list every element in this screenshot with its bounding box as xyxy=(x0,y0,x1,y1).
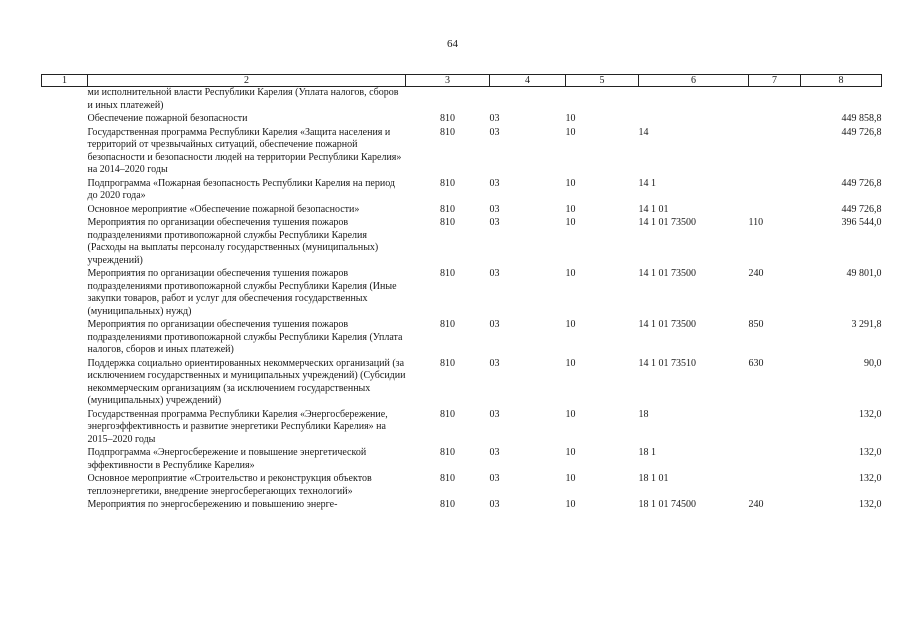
column-header-7: 7 xyxy=(749,75,801,87)
cell-col-3: 810 xyxy=(440,319,455,330)
cell-col-1 xyxy=(42,268,88,319)
cell-col-3: 810 xyxy=(440,473,455,484)
cell-name: Подпрограмма «Пожарная безопасность Республики Карелия на период до 2020 года» xyxy=(87,177,396,201)
cell-col-3: 810 xyxy=(440,357,455,369)
cell-col-4: 03 xyxy=(489,319,500,330)
cell-col-8: 132,0 xyxy=(859,473,882,484)
cell-name: Основное мероприятие «Строительство и реконструкция объектов теплоэнергетики, внедрение энергосберегающих технологий» xyxy=(87,473,372,497)
cell-col-8: 3 291,8 xyxy=(851,319,882,330)
cell-col-7: 240 xyxy=(748,268,764,279)
cell-col-6: 14 1 01 73510 xyxy=(638,357,696,369)
page-number: 64 xyxy=(447,38,458,50)
cell-col-4: 03 xyxy=(489,447,500,458)
cell-col-7 xyxy=(749,178,801,204)
table-row xyxy=(42,127,882,178)
table-row xyxy=(42,447,882,473)
cell-col-7 xyxy=(749,447,801,473)
cell-col-1 xyxy=(42,113,88,127)
cell-col-6: 14 xyxy=(638,126,649,138)
cell-col-4: 03 xyxy=(489,499,500,510)
cell-col-5: 10 xyxy=(565,357,576,369)
cell-col-8: 449 726,8 xyxy=(841,177,882,189)
cell-col-3: 810 xyxy=(440,499,455,510)
cell-col-3 xyxy=(406,87,490,114)
column-header-3: 3 xyxy=(406,75,490,87)
cell-col-1 xyxy=(42,358,88,409)
cell-col-5: 10 xyxy=(565,217,576,228)
table-row xyxy=(42,409,882,448)
cell-name: Подпрограмма «Энергосбережение и повышение энергетической эффективности в Республике Карелия» xyxy=(87,447,367,471)
cell-col-5: 10 xyxy=(565,473,576,484)
cell-col-4: 03 xyxy=(489,473,500,484)
cell-col-1 xyxy=(42,319,88,358)
cell-col-4: 03 xyxy=(489,203,500,215)
column-header-4: 4 xyxy=(490,75,566,87)
column-header-8: 8 xyxy=(801,75,882,87)
cell-col-4: 03 xyxy=(489,268,500,279)
table-row xyxy=(42,499,882,513)
cell-col-7 xyxy=(749,409,801,448)
cell-col-8: 49 801,0 xyxy=(846,268,882,279)
cell-col-3: 810 xyxy=(440,268,455,279)
cell-col-8: 132,0 xyxy=(859,447,882,458)
table-row xyxy=(42,319,882,358)
cell-col-8: 449 726,8 xyxy=(841,203,882,215)
cell-col-6 xyxy=(639,113,749,127)
cell-col-7 xyxy=(749,204,801,218)
table-header-row xyxy=(42,75,882,87)
cell-name: Мероприятия по организации обеспечения тушения пожаров подразделениями противопожарной службы Республики Карелия (Иные закупки товаров, работ и услуг для обеспечения государственных (муниципальных) нужд) xyxy=(87,268,397,317)
cell-col-1 xyxy=(42,473,88,499)
column-header-2: 2 xyxy=(88,75,406,87)
cell-col-8: 90,0 xyxy=(864,357,882,369)
cell-col-5: 10 xyxy=(565,126,576,138)
cell-col-8: 132,0 xyxy=(859,408,882,420)
cell-col-8 xyxy=(801,87,882,114)
column-header-5: 5 xyxy=(566,75,639,87)
table-row xyxy=(42,87,882,114)
cell-col-1 xyxy=(42,127,88,178)
cell-col-3: 810 xyxy=(440,408,455,420)
cell-col-3: 810 xyxy=(440,447,455,458)
cell-col-4: 03 xyxy=(489,113,500,124)
cell-col-1 xyxy=(42,499,88,513)
cell-col-5: 10 xyxy=(565,499,576,510)
cell-col-5 xyxy=(566,87,639,114)
cell-col-6: 18 xyxy=(638,408,649,420)
cell-col-6: 14 1 01 73500 xyxy=(638,268,696,279)
cell-col-4: 03 xyxy=(489,177,500,189)
cell-col-1 xyxy=(42,409,88,448)
cell-col-7 xyxy=(749,473,801,499)
cell-col-7 xyxy=(749,127,801,178)
column-header-1: 1 xyxy=(42,75,88,87)
table-row xyxy=(42,473,882,499)
cell-col-8: 396 544,0 xyxy=(841,217,882,228)
cell-col-8: 132,0 xyxy=(859,499,882,510)
table-row xyxy=(42,204,882,218)
cell-col-5: 10 xyxy=(565,113,576,124)
cell-name: Мероприятия по энергосбережению и повышению энерге- xyxy=(87,499,338,510)
table-row xyxy=(42,217,882,268)
cell-col-3: 810 xyxy=(440,217,455,228)
column-header-6: 6 xyxy=(639,75,749,87)
cell-name: Государственная программа Республики Карелия «Энергосбережение, энергоэффективность и развитие энергетики Республики Карелия» на 2015–2020 годы xyxy=(87,408,388,445)
cell-col-6: 14 1 01 73500 xyxy=(638,319,696,330)
cell-col-1 xyxy=(42,204,88,218)
table-row xyxy=(42,113,882,127)
table-row xyxy=(42,268,882,319)
cell-col-8: 449 858,8 xyxy=(841,113,882,124)
cell-col-6: 14 1 xyxy=(638,177,656,189)
cell-col-8: 449 726,8 xyxy=(841,126,882,138)
cell-name: Поддержка социально ориентированных некоммерческих организаций (за исключением государственных и муниципальных учреждений) (Субсидии некоммерческим организациям (за исключением государственных (муниципальных) учреждений) xyxy=(87,357,406,406)
cell-col-5: 10 xyxy=(565,408,576,420)
cell-col-7: 630 xyxy=(748,357,764,369)
cell-col-4: 03 xyxy=(489,126,500,138)
cell-name: Основное мероприятие «Обеспечение пожарной безопасности» xyxy=(87,203,360,215)
cell-col-4: 03 xyxy=(489,408,500,420)
cell-col-4: 03 xyxy=(489,357,500,369)
cell-col-3: 810 xyxy=(440,203,455,215)
cell-name: Мероприятия по организации обеспечения тушения пожаров подразделениями противопожарной службы Республики Карелия (Расходы на выплаты персоналу государственных (муниципальных) учреждений) xyxy=(87,217,379,266)
cell-col-1 xyxy=(42,87,88,114)
table-row xyxy=(42,358,882,409)
cell-col-7 xyxy=(749,113,801,127)
cell-col-5: 10 xyxy=(565,319,576,330)
cell-col-6: 14 1 01 xyxy=(638,203,669,215)
cell-name: Обеспечение пожарной безопасности xyxy=(87,113,248,124)
cell-col-5: 10 xyxy=(565,268,576,279)
cell-col-4 xyxy=(490,87,566,114)
budget-table xyxy=(41,74,882,513)
cell-col-7: 240 xyxy=(748,499,764,510)
cell-col-3: 810 xyxy=(440,177,455,189)
cell-name: Мероприятия по организации обеспечения тушения пожаров подразделениями противопожарной службы Республики Карелия (Уплата налогов, сборов и иных платежей) xyxy=(87,319,403,355)
cell-col-6: 18 1 01 74500 xyxy=(638,499,696,510)
cell-name: Государственная программа Республики Карелия «Защита населения и территорий от чрезвычайных ситуаций, обеспечение пожарной безопасности и безопасности людей на территории Республики Карелия» на 2014–2020 годы xyxy=(87,126,402,175)
cell-col-6 xyxy=(639,87,749,114)
cell-col-7: 850 xyxy=(748,319,764,330)
cell-col-1 xyxy=(42,447,88,473)
cell-col-3: 810 xyxy=(440,126,455,138)
cell-col-6: 14 1 01 73500 xyxy=(638,217,696,228)
cell-col-6: 18 1 xyxy=(638,447,656,458)
cell-col-5: 10 xyxy=(565,447,576,458)
cell-col-6: 18 1 01 xyxy=(638,473,669,484)
cell-col-5: 10 xyxy=(565,203,576,215)
cell-col-3: 810 xyxy=(440,113,455,124)
cell-name: ми исполнительной власти Республики Карелия (Уплата налогов, сборов и иных платежей) xyxy=(87,87,399,111)
cell-col-7 xyxy=(749,87,801,114)
table-row xyxy=(42,178,882,204)
cell-col-1 xyxy=(42,217,88,268)
cell-col-4: 03 xyxy=(489,217,500,228)
cell-col-1 xyxy=(42,178,88,204)
cell-col-7: 110 xyxy=(748,217,764,228)
cell-col-5: 10 xyxy=(565,177,576,189)
